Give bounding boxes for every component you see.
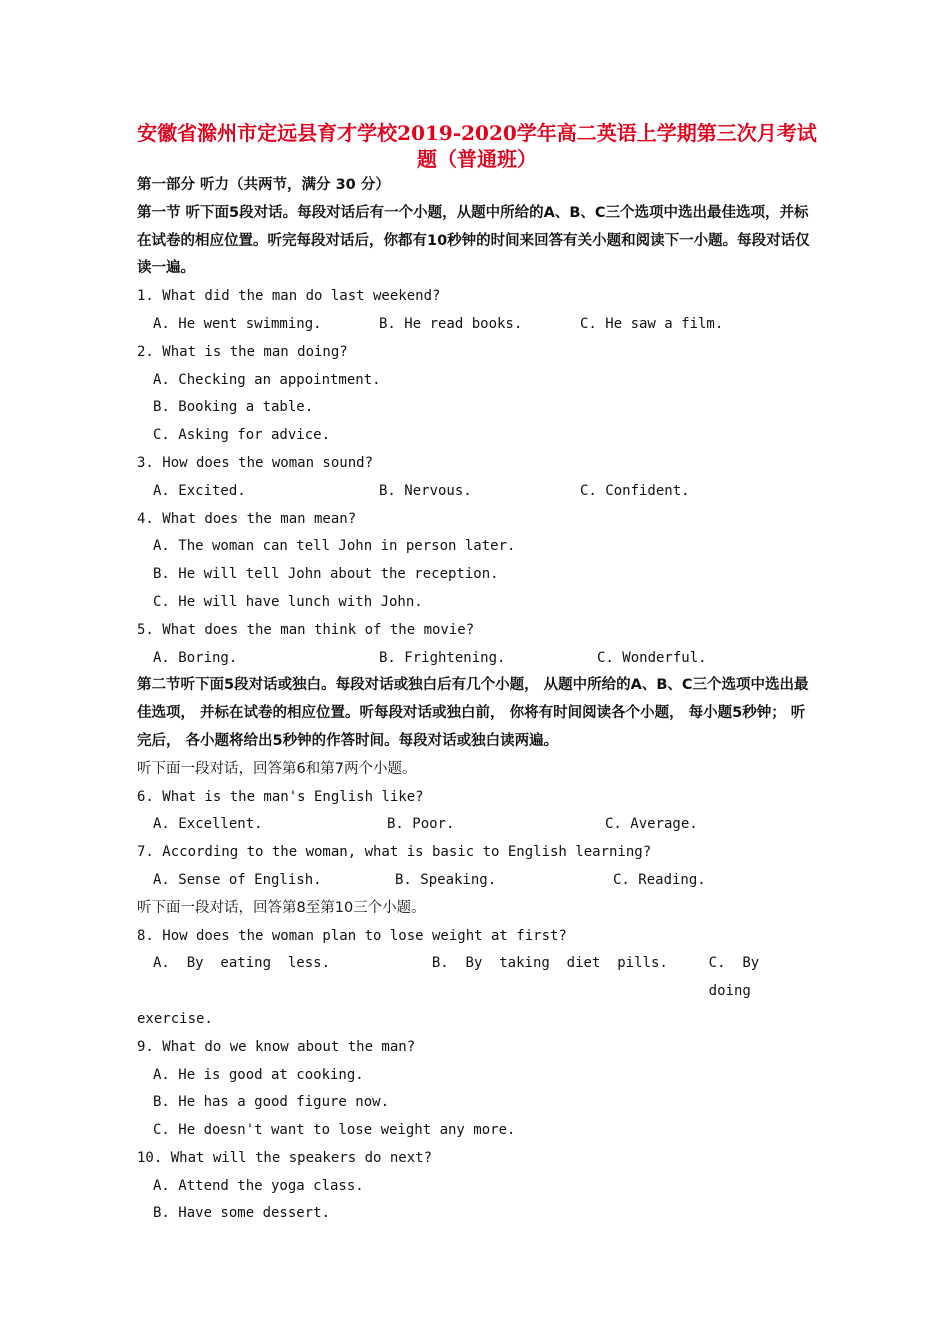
option-a: A. By eating less. xyxy=(153,955,331,972)
option-c: C. By doing xyxy=(708,955,777,1000)
option-b: B. Poor. xyxy=(387,816,455,833)
question-3-options xyxy=(137,478,817,506)
question-1: 1. What did the man do last weekend? xyxy=(137,288,441,305)
option-b: B. Speaking. xyxy=(395,871,497,888)
option-b: B. Frightening. xyxy=(379,649,506,666)
question-6-options xyxy=(137,811,817,839)
option-b: B. By taking diet pills. xyxy=(431,955,668,972)
question-8-options xyxy=(137,950,817,1006)
question-5: 5. What does the man think of the movie? xyxy=(137,621,475,638)
question-2: 2. What is the man doing? xyxy=(137,343,348,360)
question-8: 8. How does the woman plan to lose weight at first? xyxy=(137,927,567,944)
question-3: 3. How does the woman sound? xyxy=(137,454,374,471)
option-c: C. Reading. xyxy=(613,871,706,888)
option-b: B. Nervous. xyxy=(379,482,472,499)
option-c: C. Average. xyxy=(605,816,698,833)
dialog-8-intro: 听下面一段对话，回答第8至第10三个小题。 xyxy=(137,899,426,916)
question-4: 4. What does the man mean? xyxy=(137,510,357,527)
question-9: 9. What do we know about the man? xyxy=(137,1038,416,1055)
section2-intro: 第二节听下面5段对话或独白。每段对话或独白后有几个小题， 从题中所给的A、B、C三个选项中选出最佳选项， 并标在试卷的相应位置。听每段对话或独白前， 你将有时间阅读各个小题， 每小题5秒钟； 听完后， 各小题将给出5秒钟的作答时间。每段对话或独白读两遍。 xyxy=(137,677,809,749)
option-a: A. He is good at cooking. xyxy=(153,1066,364,1083)
option-a: A. He went swimming. xyxy=(153,315,322,332)
exam-page xyxy=(137,120,817,1228)
exam-title: 安徽省滁州市定远县育才学校2019-2020学年高二英语上学期第三次月考试题（普通班） xyxy=(137,121,817,171)
option-c: C. Confident. xyxy=(580,482,690,499)
option-a: A. Sense of English. xyxy=(153,871,322,888)
option-b: B. He will tell John about the reception. xyxy=(153,566,499,583)
option-a: A. Checking an appointment. xyxy=(153,371,381,388)
part1-header: 第一部分 听力（共两节，满分 30 分） xyxy=(137,177,390,193)
option-c: C. Asking for advice. xyxy=(153,427,331,444)
section1-intro: 第一节 听下面5段对话。每段对话后有一个小题，从题中所给的A、B、C三个选项中选出最佳选项，并标在试卷的相应位置。听完每段对话后，你都有10秒钟的时间来回答有关小题和阅读下一小题。每段对话仅读一遍。 xyxy=(137,204,810,277)
question-7-options xyxy=(137,867,817,895)
option-b: B. Have some dessert. xyxy=(153,1205,331,1222)
option-c: C. He saw a film. xyxy=(580,315,724,332)
option-b: B. Booking a table. xyxy=(153,399,314,416)
option-c-continued: exercise. xyxy=(137,1010,213,1027)
question-10: 10. What will the speakers do next? xyxy=(137,1149,433,1166)
option-a: A. Attend the yoga class. xyxy=(153,1177,364,1194)
option-c: C. He will have lunch with John. xyxy=(153,593,423,610)
option-a: A. The woman can tell John in person later. xyxy=(153,538,516,555)
option-a: A. Excited. xyxy=(153,482,246,499)
option-c: C. He doesn't want to lose weight any more. xyxy=(153,1122,516,1139)
option-a: A. Boring. xyxy=(153,649,238,666)
option-b: B. He has a good figure now. xyxy=(153,1094,390,1111)
dialog-6-intro: 听下面一段对话，回答第6和第7两个小题。 xyxy=(137,760,417,777)
question-7: 7. According to the woman, what is basic to English learning? xyxy=(137,844,652,861)
question-5-options xyxy=(137,645,817,673)
question-1-options xyxy=(137,311,817,339)
option-b: B. He read books. xyxy=(379,315,523,332)
option-a: A. Excellent. xyxy=(153,816,263,833)
question-6: 6. What is the man's English like? xyxy=(137,788,424,805)
option-c: C. Wonderful. xyxy=(597,649,707,666)
